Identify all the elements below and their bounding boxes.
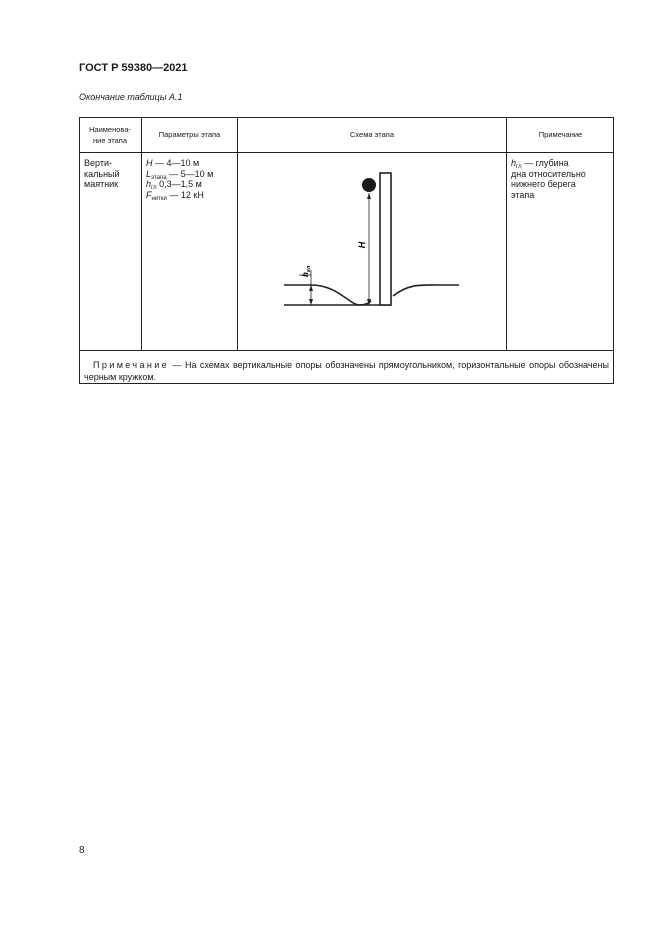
arrow-up-icon xyxy=(309,285,313,291)
note-text: — глубина xyxy=(521,158,569,168)
right-bank-line xyxy=(393,285,459,296)
table-caption: Окончание таблицы А.1 xyxy=(79,92,183,102)
stage-params xyxy=(146,158,213,200)
vertical-support-rect xyxy=(380,173,391,305)
note-line: нижнего берега xyxy=(511,179,576,189)
note-symbol: h xyxy=(511,158,517,168)
param-line xyxy=(146,179,213,190)
stage-scheme xyxy=(238,153,506,350)
header-scheme: Схема этапа xyxy=(349,130,395,139)
param-line xyxy=(146,169,213,180)
header-note: Примечание xyxy=(538,130,583,139)
depth-label: $h_{гл}$ xyxy=(301,265,312,277)
left-bank-line xyxy=(284,285,371,305)
param-subscript: нитки xyxy=(151,195,167,202)
param-line xyxy=(146,190,213,201)
note-line: этапа xyxy=(511,189,535,200)
param-subscript: гл xyxy=(151,185,157,191)
param-symbol: h xyxy=(146,179,152,189)
height-label: H xyxy=(357,241,367,249)
arrow-up-icon xyxy=(367,193,371,199)
param-value: 0,3—1,5 м xyxy=(156,179,202,189)
param-subscript: этапа xyxy=(151,174,167,181)
header-stage-name-line: ние этапа xyxy=(92,135,127,145)
document-code: ГОСТ Р 59380—2021 xyxy=(79,62,188,74)
note-subscript: гл xyxy=(516,164,522,170)
footnote-divider xyxy=(79,350,614,351)
header-params: Параметры этапа xyxy=(158,130,221,139)
header-stage-name xyxy=(79,117,141,152)
arrow-down-icon xyxy=(309,299,313,305)
param-value: — 5—10 м xyxy=(166,168,214,179)
note-line xyxy=(511,158,586,169)
header-stage-name-line: Наименова- xyxy=(89,124,131,134)
stage-name-line: кальный xyxy=(84,168,120,179)
footnote-text: — На схемах вертикальные опоры обозначены прямоугольником, горизонтальные опоры обозначены черным кружком. xyxy=(84,360,609,382)
stage-table xyxy=(79,117,614,384)
footnote-prefix: Примечание xyxy=(93,360,170,370)
table-footnote xyxy=(84,359,609,383)
stage-name xyxy=(84,158,120,190)
param-line xyxy=(146,158,213,169)
stage-name-line: Верти- xyxy=(84,158,112,168)
stage-note xyxy=(511,158,586,200)
param-symbol: H xyxy=(146,158,153,168)
note-line: дна относительно xyxy=(511,168,586,179)
param-value: — 4—10 м xyxy=(152,158,200,168)
param-symbol: F xyxy=(146,189,152,200)
param-symbol: L xyxy=(146,168,152,179)
page-number: 8 xyxy=(79,845,85,856)
param-value: — 12 кН xyxy=(166,189,204,200)
stage-name-line: маятник xyxy=(84,179,119,189)
horizontal-support-circle xyxy=(362,178,376,192)
